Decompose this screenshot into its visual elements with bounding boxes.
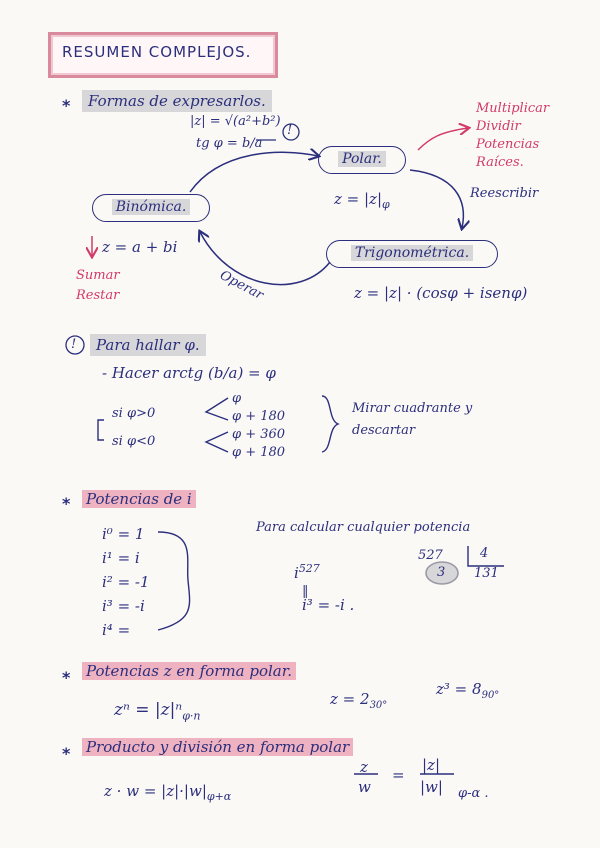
positive-options: φ φ + 180	[232, 391, 286, 424]
angle-formula: tg φ = b/a	[196, 136, 263, 151]
section4-heading: Potencias z en forma polar.	[82, 662, 296, 680]
arrow-polar-to-ops	[418, 128, 468, 150]
quotient-angle: φ-α .	[458, 786, 489, 801]
label-operate: Operar	[217, 267, 266, 304]
modulus-formula: |z| = √(a²+b²)	[190, 114, 281, 129]
warning-icon: !	[287, 123, 293, 138]
product-formula: $z \cdot w = |z|\cdot|w|_{\varphi+\alpha}$	[104, 782, 232, 803]
case-negative: si φ<0	[112, 434, 156, 449]
trig-bubble: Trigonométrica.	[326, 240, 498, 268]
binomica-bubble: Binómica.	[92, 194, 210, 222]
polar-equation: $z = |z|_\varphi$	[334, 190, 390, 211]
binomica-equation: z = a + bi	[102, 238, 178, 256]
quotient-denominator: w	[358, 778, 371, 796]
example-equals: ‖	[302, 584, 309, 599]
power-example-result: $z^3 = 8_{90^\circ}$	[436, 680, 500, 701]
negative-options: φ + 360 φ + 180	[232, 427, 286, 460]
example-result: i³ = -i .	[302, 596, 355, 614]
example-power: $i^{527}$	[294, 562, 320, 582]
quotient-right-denominator: |w|	[420, 778, 443, 796]
label-rewrite: Reescribir	[470, 186, 539, 201]
polar-bubble: Polar.	[318, 146, 406, 174]
power-formula: zⁿ = |z|ⁿ$_{\varphi\cdot n}$	[114, 700, 201, 723]
division-dividend: 527	[418, 548, 443, 563]
quadrant-note: Mirar cuadrante y descartar	[352, 401, 473, 438]
bullet-star: *	[62, 744, 71, 763]
bullet-star: *	[62, 494, 71, 513]
powers-note: Para calcular cualquier potencia	[256, 520, 471, 535]
quotient-equals: =	[392, 766, 405, 784]
powers-of-i-list: i⁰ = 1 i¹ = i i² = -1 i³ = -i i⁴ =	[102, 525, 150, 639]
quotient-numerator: z	[360, 758, 368, 776]
binomica-operations: Sumar Restar	[76, 268, 120, 303]
arrow-polar-to-trig	[410, 170, 463, 228]
page-title: RESUMEN COMPLEJOS.	[62, 43, 252, 61]
division-divisor: 4	[480, 546, 489, 561]
trig-equation: z = |z| · (cosφ + isenφ)	[354, 284, 528, 302]
section2-heading: Para hallar φ.	[90, 336, 206, 354]
division-remainder: 3	[437, 565, 446, 580]
division-quotient: 131	[474, 566, 499, 581]
bullet-star: *	[62, 668, 71, 687]
quotient-right-numerator: |z|	[422, 756, 441, 774]
section1-heading: Formas de expresarlos.	[82, 92, 272, 110]
case-positive: si φ>0	[112, 406, 156, 421]
arrow-binomica-to-polar	[190, 152, 318, 192]
section3-heading: Potencias de i	[82, 490, 196, 508]
bullet-star: *	[62, 96, 71, 115]
power-example-base: $z = 2_{30^\circ}$	[330, 690, 388, 711]
polar-operations: Multiplicar Dividir Potencias Raíces.	[476, 101, 550, 170]
warning-icon-2: !	[71, 337, 77, 352]
section5-heading: Producto y división en forma polar	[82, 738, 353, 756]
step-arctg: - Hacer arctg (b/a) = φ	[102, 364, 276, 382]
